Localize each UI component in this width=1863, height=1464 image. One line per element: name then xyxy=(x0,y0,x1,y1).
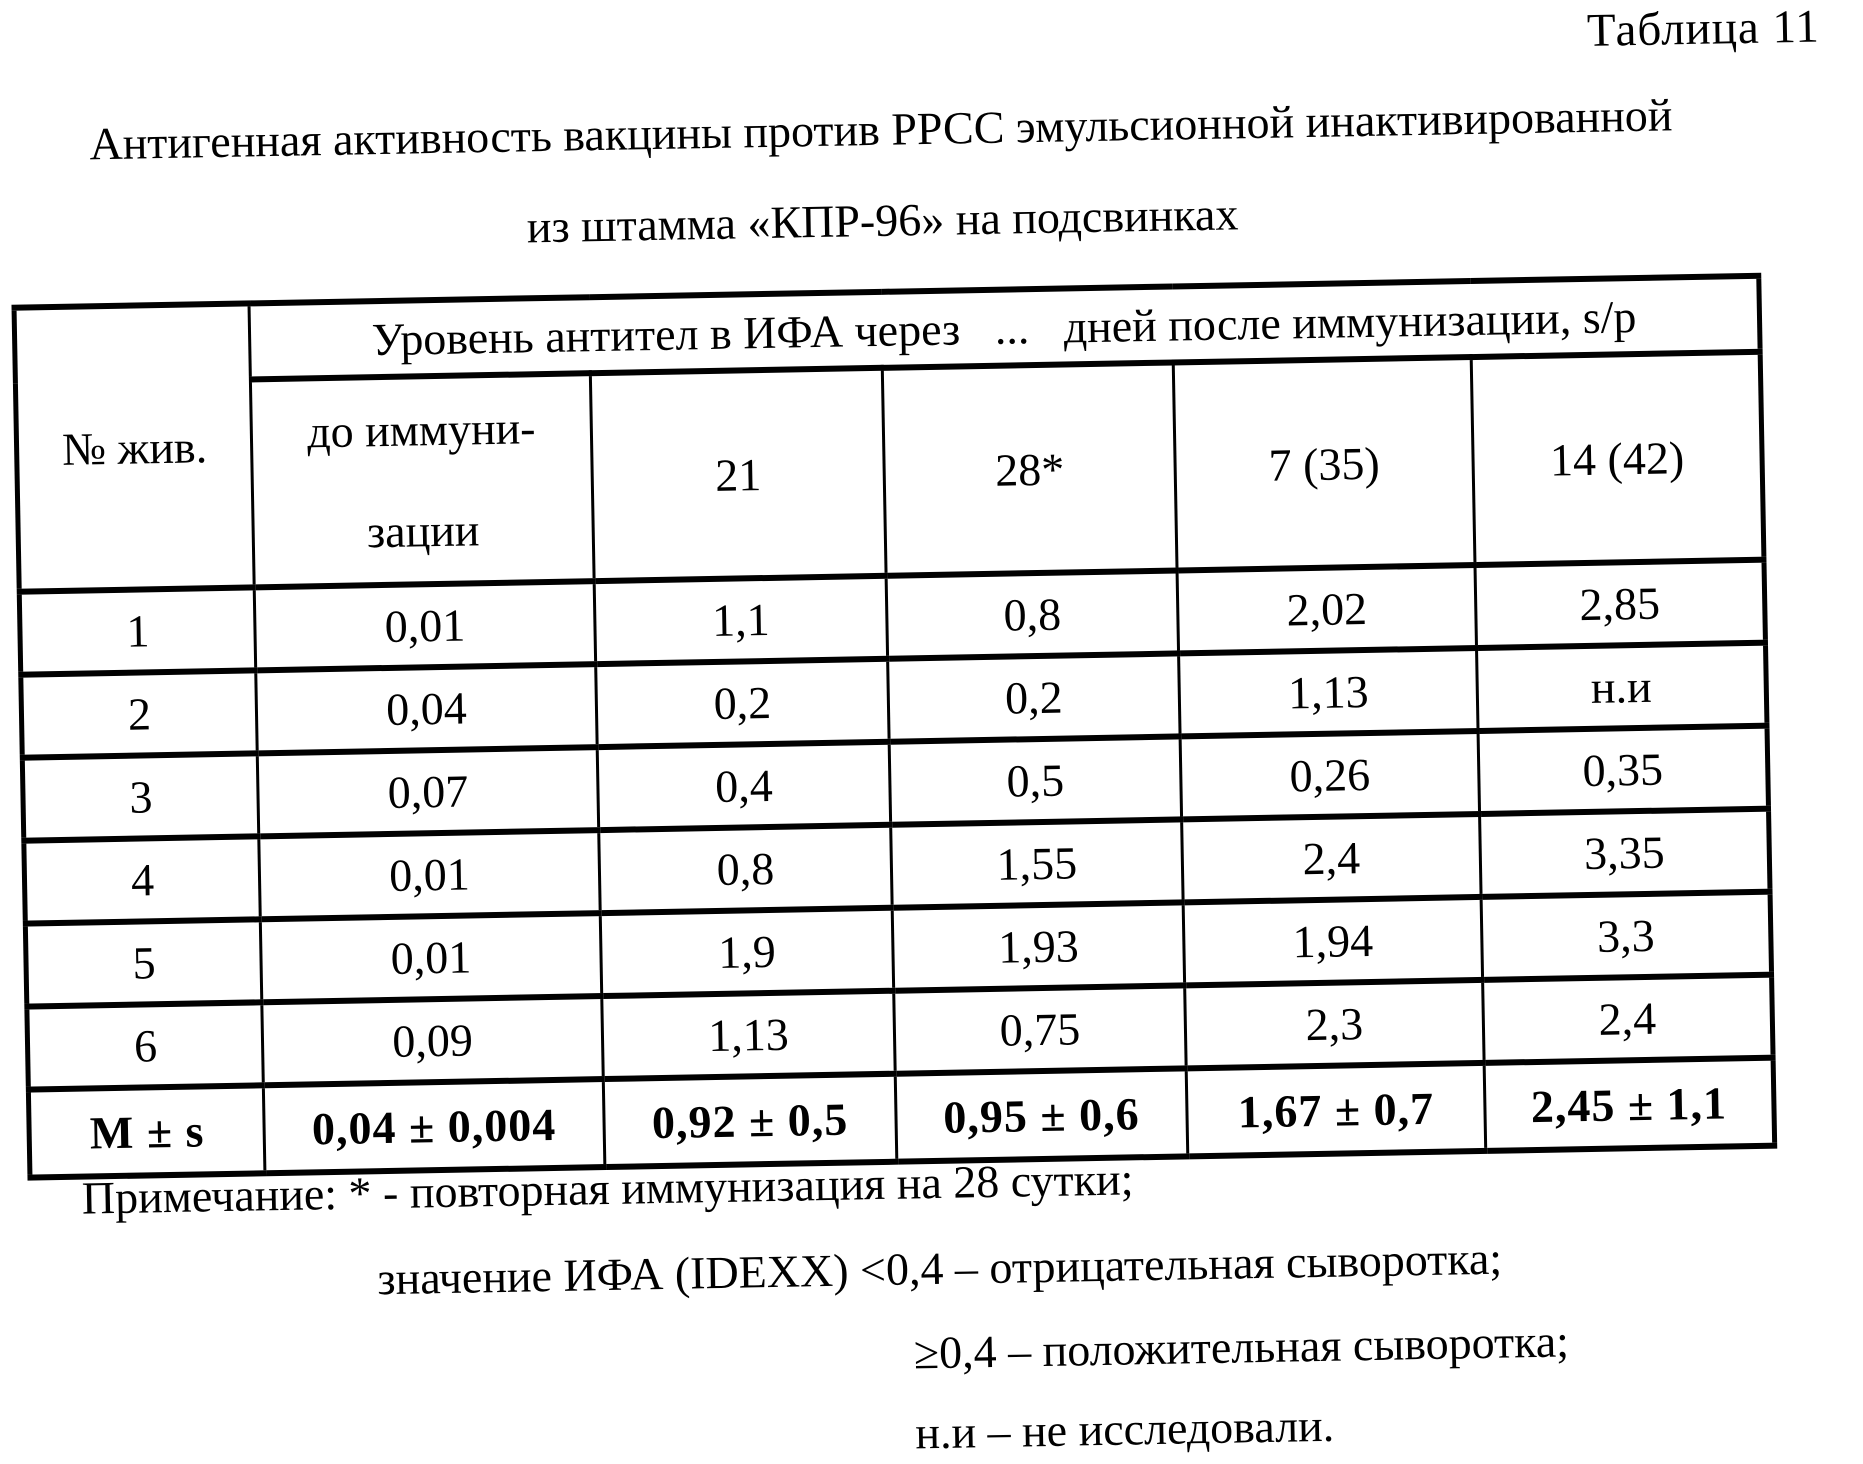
data-cell: 1,93 xyxy=(892,903,1184,991)
data-cell: 0,4 xyxy=(597,742,890,830)
document-title-line-1: Антигенная активность вакцины против РРСС эмульсионной инактивированной xyxy=(88,89,1673,170)
data-cell: 2,02 xyxy=(1177,565,1476,653)
row-label: 5 xyxy=(25,920,261,1007)
data-cell: 0,2 xyxy=(596,659,889,747)
data-cell: 2,3 xyxy=(1185,980,1484,1068)
data-cell: 1,55 xyxy=(891,820,1183,908)
footnote-not-tested: н.и – не исследовали. xyxy=(914,1399,1335,1459)
footnote-negative-serum: значение ИФА (IDEXX) <0,4 – отрицательная сыворотка; xyxy=(376,1232,1503,1305)
data-cell: 1,13 xyxy=(1179,648,1478,736)
col-header-day-7-35: 7 (35) xyxy=(1173,357,1475,571)
row-label: 1 xyxy=(19,588,255,675)
summary-row-label: М ± s xyxy=(28,1086,265,1178)
row-label: 3 xyxy=(22,754,258,841)
data-cell: 0,01 xyxy=(259,830,600,919)
span-header-antibody-level: Уровень антител в ИФА через ... дней после иммунизации, s/p xyxy=(249,276,1760,380)
data-cell: 3,35 xyxy=(1480,809,1770,897)
col-header-day-14-42: 14 (42) xyxy=(1471,352,1764,566)
data-cell: 0,75 xyxy=(894,986,1186,1074)
data-cell: 0,2 xyxy=(888,654,1180,742)
data-cell: 2,85 xyxy=(1475,560,1765,648)
summary-cell: 0,04 ± 0,004 xyxy=(263,1079,605,1173)
summary-cell: 2,45 ± 1,1 xyxy=(1484,1058,1775,1151)
data-cell: 1,1 xyxy=(594,576,887,664)
footnote-repeat-immunization: Примечание: * - повторная иммунизация на 28 сутки; xyxy=(81,1153,1134,1224)
table-number-label: Таблица 11 xyxy=(1586,0,1821,57)
data-cell: 1,94 xyxy=(1183,897,1482,985)
footnote-positive-serum: ≥0,4 – положительная сыворотка; xyxy=(913,1315,1570,1379)
summary-cell: 0,95 ± 0,6 xyxy=(895,1069,1188,1162)
data-cell: 0,04 xyxy=(256,665,597,754)
data-cell: 2,4 xyxy=(1182,814,1481,902)
col-header-pre-immunization: до иммуни- зации xyxy=(250,373,594,588)
corner-header-animal-number: № жив. xyxy=(14,303,254,592)
data-cell: 1,9 xyxy=(600,908,893,996)
data-cell: 0,26 xyxy=(1180,731,1479,819)
data-cell: 0,01 xyxy=(260,913,601,1002)
summary-cell: 0,92 ± 0,5 xyxy=(603,1074,897,1167)
data-cell: 0,01 xyxy=(254,582,595,671)
data-cell: 0,07 xyxy=(257,747,598,836)
data-cell: 1,13 xyxy=(602,991,895,1079)
data-cell: 0,5 xyxy=(889,737,1181,825)
col-header-day-21: 21 xyxy=(590,368,886,582)
antibody-levels-table xyxy=(11,273,1777,1181)
data-cell: н.и xyxy=(1477,643,1767,731)
header-row-days xyxy=(15,352,1764,592)
data-cell: 0,35 xyxy=(1478,726,1768,814)
row-label: 2 xyxy=(21,671,257,758)
data-cell: 0,8 xyxy=(599,825,892,913)
data-cell: 0,8 xyxy=(886,571,1178,659)
data-cell: 2,4 xyxy=(1483,975,1773,1063)
data-cell: 0,09 xyxy=(262,996,603,1085)
document-title-line-2: из штамма «КПР-96» на подсвинках xyxy=(526,188,1239,253)
row-label: 6 xyxy=(27,1003,263,1090)
col-header-day-28: 28* xyxy=(882,363,1177,577)
row-label: 4 xyxy=(24,837,260,924)
summary-cell: 1,67 ± 0,7 xyxy=(1186,1063,1486,1156)
data-cell: 3,3 xyxy=(1481,892,1771,980)
